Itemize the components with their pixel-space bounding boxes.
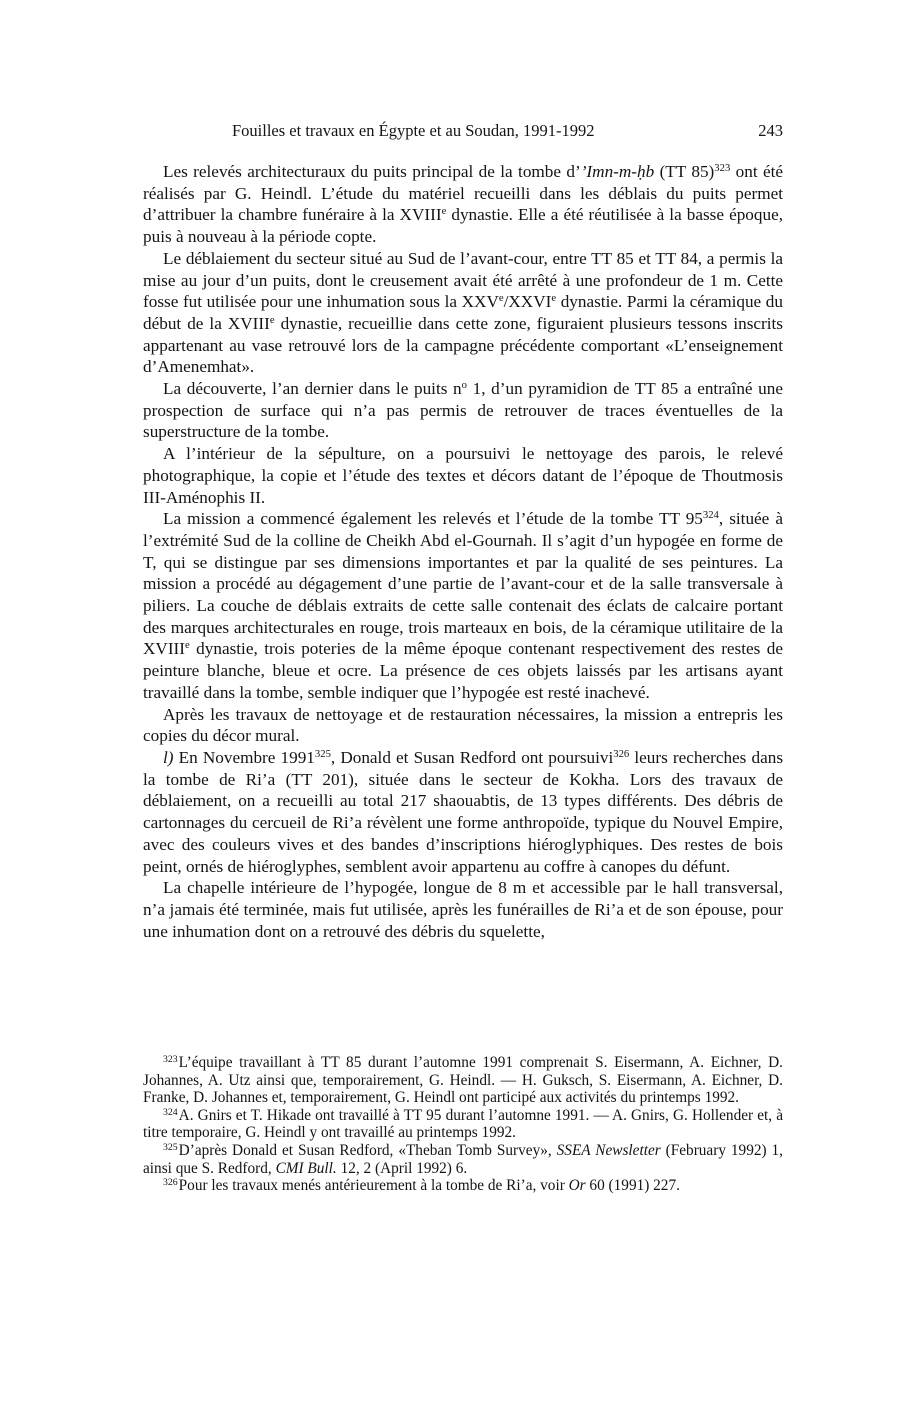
paragraph-6: Après les travaux de nettoyage et de restauration nécessaires, la mission a entrepris les copies du décor mural. <box>143 704 783 746</box>
paragraph-8: La chapelle intérieure de l’hypogée, longue de 8 m et accessible par le hall transversal, n’a jamais été terminée, mais fut utilisée, après les funérailles de Ri’a et de son épouse, pour une inhumation dont on a retrouvé des débris du squelette, <box>143 878 783 941</box>
paragraph-7: l) En Novembre 1991$^{325}$, Donald et Susan Redford ont poursuivi$^{326}$ leurs recherches dans la tombe de Ri’a (TT 201), située dans le secteur de Kokha. Lors des travaux de déblaiement, on a recueilli au total 217 shaouabtis, de 13 types différents. Des débris de cartonnages du cercueil de Ri’a révèlent une forme anthropoïde, typique du Nouvel Empire, avec des couleurs vives et des bandes d’inscriptions hiéroglyphiques. Des restes de bois peint, ornés de hiéroglyphes, semblent avoir appartenu au coffre à canopes du défunt. <box>143 747 784 876</box>
italic-name: ’Imn-m-ḥb <box>580 162 655 181</box>
footnote-ref-326[interactable]: 326 <box>613 749 630 761</box>
footnote-number: 323 <box>163 1054 178 1066</box>
paragraph-2: Le déblaiement du secteur situé au Sud de l’avant-cour, entre TT 85 et TT 84, a permis la mise au jour d’un puits, dont le creusement avait été arrêté à une profondeur de 1 m. Cette fosse fut utilisée pour une inhumation sous la XXVe/XXVIe dynastie. Parmi la céramique du début de la XVIIIe dynastie, recueillie dans cette zone, figuraient plusieurs tessons inscrits appartenant au vase retrouvé lors de la campagne précédente comportant «L’enseignement d’Amenemhat». <box>143 248 783 377</box>
footnotes <box>143 1054 783 1195</box>
footnote-ref-324[interactable]: 324 <box>702 510 719 522</box>
page-number: 243 <box>758 121 783 140</box>
paragraph-1: Les relevés architecturaux du puits principal de la tombe d’’Imn-m-ḥb (TT 85)$^{323}$ ont été réalisés par G. Heindl. L’étude du matériel recueilli dans les déblais du puits permet d’attribuer la chambre funéraire à la XVIIIe dynastie. Elle a été réutilisée à la basse époque, puis à nouveau à la période copte. <box>143 162 783 247</box>
footnote-325: $^{325}$D’après Donald et Susan Redford, «Theban Tomb Survey», SSEA Newsletter (February 1992) 1, ainsi que S. Redford, CMI Bull. 12, 2 (April 1992) 6. <box>143 1141 783 1177</box>
footnote-326: $^{326}$Pour les travaux menés antérieurement à la tombe de Ri’a, voir Or 60 (1991) 227. <box>163 1177 680 1195</box>
footnote-number: 326 <box>163 1177 178 1189</box>
section-letter: l) <box>163 747 174 767</box>
paragraph-5: La mission a commencé également les relevés et l’étude de la tombe TT $95^{324}$, située à l’extrémité Sud de la colline de Cheikh Abd el-Gournah. Il s’agit d’un hypogée en forme de T, qui se distingue par ses dimensions importantes et par la qualité de ses peintures. La mission a procédé au dégagement d’une partie de l’avant-cour et de la salle transversale à piliers. La couche de déblais extraits de cette salle contenait des éclats de calcaire portant des marques architecturales en rouge, trois marteaux en bois, de la céramique utilitaire de la XVIIIe dynastie, trois poteries de la même époque contenant respectivement des restes de peinture blanche, bleue et ocre. La présence de ces objets laissés par les artisans ayant travaillé dans la tombe, semble indiquer que l’hypogée est resté inachevé. <box>143 509 783 702</box>
footnote-number: 325 <box>163 1142 178 1154</box>
running-title: Fouilles et travaux en Égypte et au Soudan, 1991-1992 <box>232 121 595 140</box>
paragraph-3: La découverte, l’an dernier dans le puits $n^o$ 1, d’un pyramidion de TT 85 a entraîné une prospection de surface qui n’a pas permis de retrouver de traces éventuelles de la superstructure de la tombe. <box>143 379 783 442</box>
footnote-number: 324 <box>163 1106 178 1118</box>
footnote-323: $^{323}$L’équipe travaillant à TT 85 durant l’automne 1991 comprenait S. Eisermann, A. Eichner, D. Johannes, A. Utz ainsi que, temporairement, G. Heindl. — H. Guksch, S. Eisermann, A. Eichner, D. Franke, D. Johannes et, temporairement, G. Heindl ont participé aux activités du printemps 1992. <box>143 1054 783 1107</box>
main-text <box>143 161 783 942</box>
footnote-ref-323[interactable]: 323 <box>714 163 731 175</box>
paragraph-4: A l’intérieur de la sépulture, on a poursuivi le nettoyage des parois, le relevé photographique, la copie et l’étude des textes et décors datant de l’époque de Thoutmosis III-Aménophis II. <box>143 444 783 507</box>
footnote-324: $^{324}$A. Gnirs et T. Hikade ont travaillé à TT 95 durant l’automne 1991. — A. Gnirs, G. Hollender et, à titre temporaire, G. Heindl y ont travaillé au printemps 1992. <box>143 1106 783 1142</box>
running-head <box>143 121 783 143</box>
footnote-ref-325[interactable]: 325 <box>314 749 331 761</box>
